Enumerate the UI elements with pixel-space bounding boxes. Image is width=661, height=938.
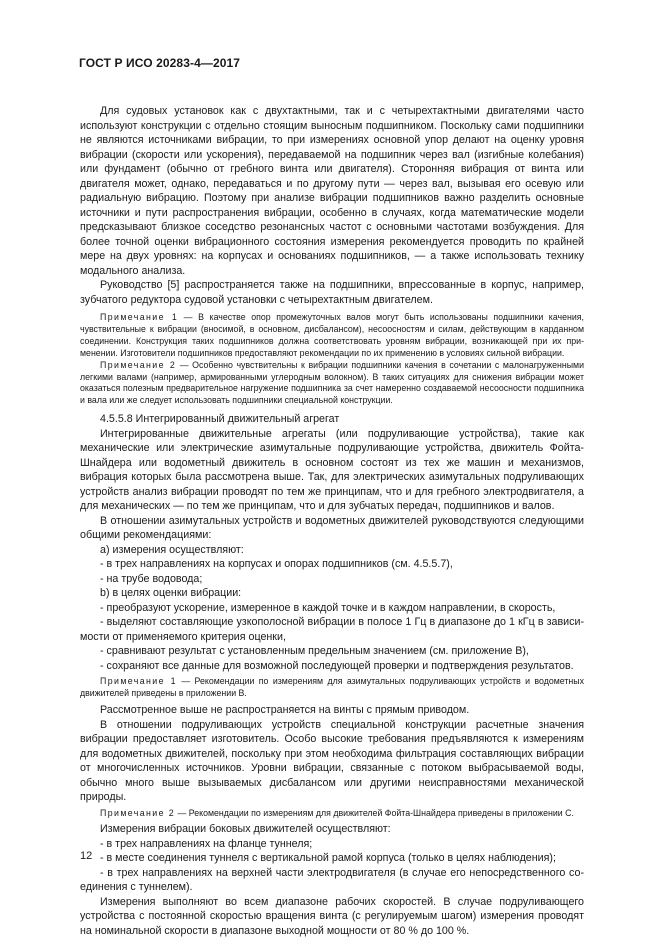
section-heading: 4.5.5.8 Интегрированный движительный агрегат — [100, 413, 340, 426]
paragraph: В отношении подруливающих устройств специальной конструкции расчетные значения вибрации предоставляет изготовитель. Особо высокие требования предъявляются к измерениям для водометных движителей, поскольку при этом необходима фильтрация составляющих вибрации от многочисленных источников. Уровни вибрации, связанные с потоком выбрасываемой воды, обычно много выше вызываемых дисбалансом или другими неисправностями механической природы. — [80, 718, 584, 804]
paragraph: Руководство [5] распространяется также на подшипники, впрессованные в корпус, например, зубчатого редуктора судовой установки с четырехтактным двигателем. — [80, 279, 584, 306]
list-item: b) в целях оценки вибрации: — [100, 587, 242, 600]
document-header: ГОСТ Р ИСО 20283-4—2017 — [79, 56, 241, 70]
list-item: - в месте соединения туннеля с вертикальной рамой корпуса (только в целях наблюдения); — [100, 852, 556, 865]
note — [80, 808, 584, 820]
list-item: - сохраняют все данные для возможной последующей проверки и подтверждения результатов. — [100, 659, 574, 672]
note-text: — В качестве опор промежуточных валов могут быть использованы подшипники качения, чувствительные к вибрации (вносимой, в основном, дисбалансом), несоосностям и силам, действующим в карданном соединении. Конструкция таких подшипников должна соответствовать уровням вибрации, возникающей при их применении. Изготовители подшипников предоставляют рекомендации по их применению в условиях сильной вибрации. — [80, 312, 584, 358]
note-text: — Рекомендации по измерениям для движителей Фойта-Шнайдера приведены в приложении С. — [175, 807, 574, 818]
note — [80, 676, 584, 700]
note-label: Примечание 1 — [100, 312, 179, 322]
paragraph: Для судовых установок как с двухтактными, так и с четырехтактными двигателями часто используют конструкции с отдельно стоящим выносным подшипником. Поскольку сами подшипники не являются источниками вибрации, то при измерениях основной упор делают на оценку уровня вибрации (скорости или ускорения), передаваемой на подшипник через вал (изгибные колебания) или фундамент (обычно от гребного винта или двигателя). Сторонняя вибрация от винта или двигателя может, однако, передаваться и по другому пути — через вал, вызывая его осевую или радиальную вибрацию. Поэтому при анализе вибрации подшипников важно разделить основные источники и пути распространения вибрации, особенно в случаях, когда математические модели предсказывают близкое соседство резонансных частот с основными частотами возбуждения. Для более точной оценки вибрационного состояния измерения рекомендуется проводить по крайней мере на двух уровнях: на корпусах и основаниях подшипников, — а также использовать технику модального анализа. — [80, 105, 584, 277]
list-item: - выделяют составляющие узкополосной вибрации в полосе 1 Гц в диапазоне до 1 кГц в зависимости от применяемого критерия оценки, — [80, 616, 584, 643]
page-number: 12 — [80, 850, 93, 862]
paragraph: Интегрированные движительные агрегаты (или подруливающие устройства), такие как механические или электрические азимутальные подруливающие устройства, движитель Фойта-Шнайдера или водометный движитель в основном состоят из тех же машин и механизмов, вибрация которых была рассмотрена выше. Так, для электрических азимутальных подруливающих устройств анализ вибрации проводят по тем же принципам, что и для гребного электродвигателя, а для механических — по тем же принципам, что и для зубчатых передач, подшипников и валов. — [80, 427, 584, 513]
page-body — [80, 104, 584, 938]
note-label: Примечание 1 — [100, 676, 177, 687]
paragraph: Измерения выполняют во всем диапазоне рабочих скоростей. В случае подруливающего устройства с постоянной скоростью вращения винта (с регулируемым шагом) измерения проводят на номинальной скорости в диапазоне выходной мощности от 80 % до 100 %. — [80, 895, 584, 937]
note — [80, 312, 584, 360]
note-text: — Рекомендации по измерениям для азимутальных подруливающих устройств и водометных движителей приведены в приложении В. — [80, 676, 584, 699]
note-label: Примечание 2 — [100, 807, 176, 818]
list-item: - в трех направлениях на верхней части электродвигателя (в случае его непосредственного соединения с туннелем). — [80, 866, 584, 894]
note-text: — Особенно чувствительны к вибрации подшипники качения в сочетании с малонагруженными легкими валами (например, армированными углеродным волокном). В таких ситуациях для снижения вибрации может оказаться полезным предварительное нагружение подшипника за счет намеренно создаваемой несоосности подшипника и вала или же следует использовать подшипники специальной конструкции. — [80, 359, 584, 406]
paragraph: Рассмотренное выше не распространяется на винты с прямым приводом. — [100, 704, 470, 717]
paragraph: Измерения вибрации боковых движителей осуществляют: — [100, 823, 391, 836]
note — [80, 360, 584, 408]
list-item: - на трубе водовода; — [100, 572, 203, 585]
list-item: - в трех направлениях на корпусах и опорах подшипников (см. 4.5.5.7), — [100, 558, 453, 571]
paragraph: В отношении азимутальных устройств и водометных движителей руководствуются следующими общими рекомендациями: — [80, 514, 584, 542]
list-item: а) измерения осуществляют: — [100, 543, 244, 556]
list-item: - преобразуют ускорение, измеренное в каждой точке и в каждом направлении, в скорость, — [100, 601, 556, 614]
list-item: - в трех направлениях на фланце туннеля; — [100, 837, 313, 850]
list-item: - сравнивают результат с установленным предельным значением (см. приложение В), — [100, 645, 529, 658]
note-label: Примечание 2 — [100, 359, 177, 370]
